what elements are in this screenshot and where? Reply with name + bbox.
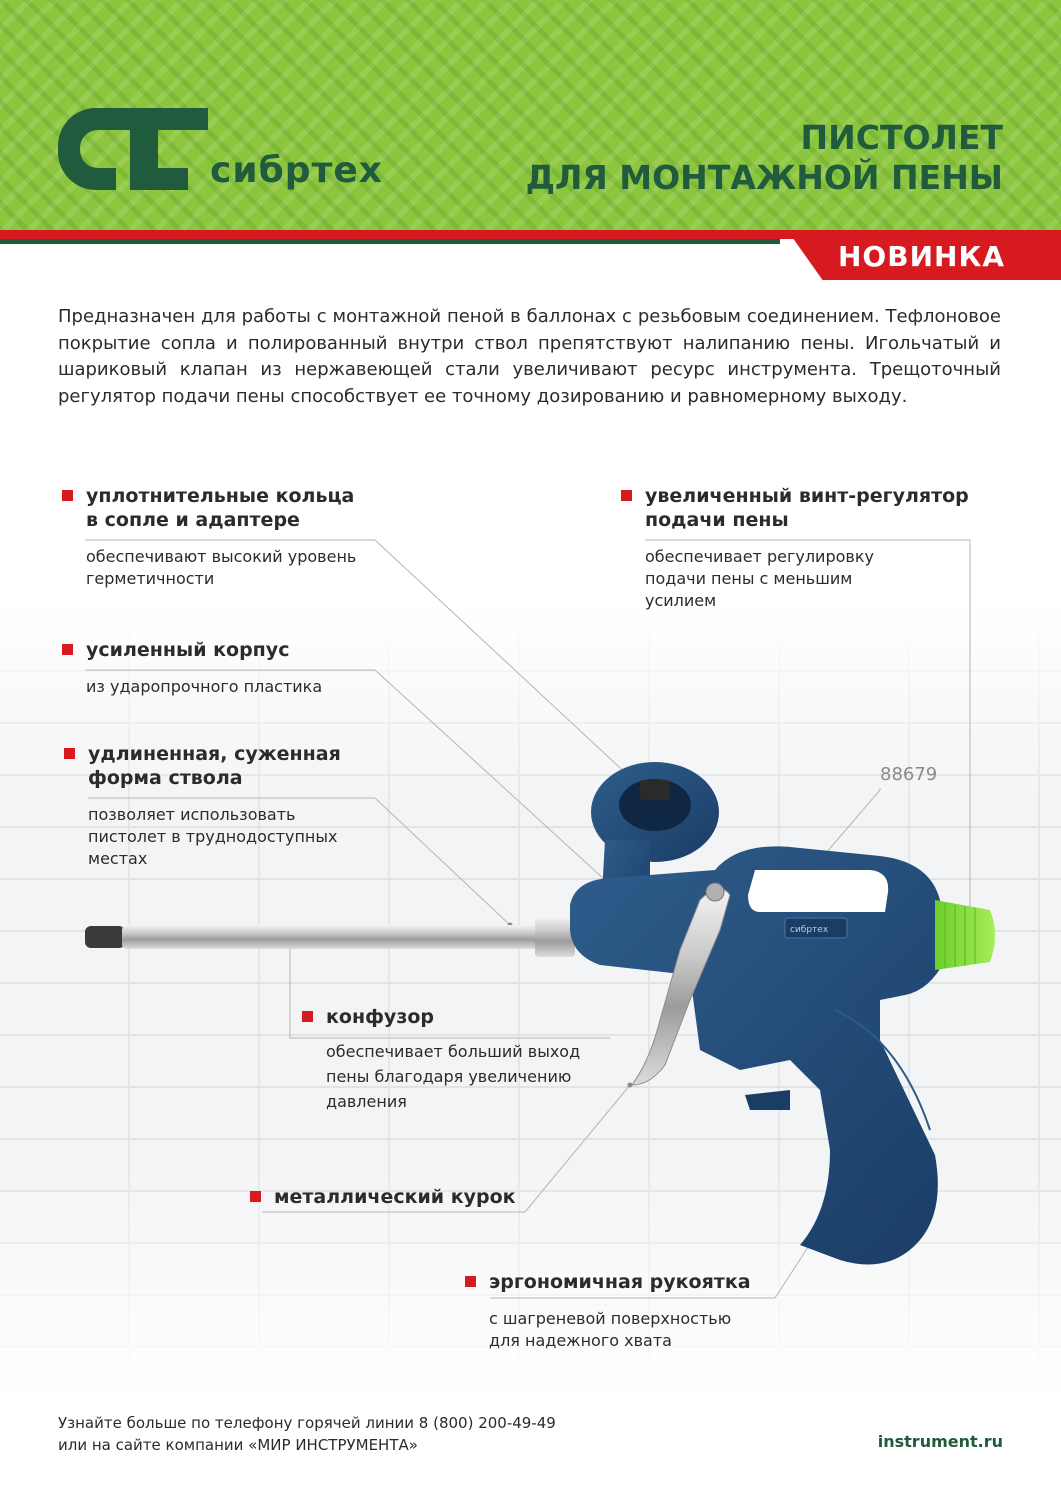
feature-desc: подачи пены с меньшим [645,569,853,588]
feature-desc: обеспечивают высокий уровень [86,547,357,566]
title-line-2: ДЛЯ МОНТАЖНОЙ ПЕНЫ [525,158,1003,197]
bullet-square [62,644,73,655]
feature-desc: давления [326,1092,407,1111]
feature-desc: позволяет использовать [88,805,296,824]
bullet-square [64,748,75,759]
footer-line-1: Узнайте больше по телефону горячей линии 8 (800) 200-49-49 [58,1414,556,1432]
feature-body [62,638,402,698]
feature-title: подачи пены [645,509,789,531]
feature-title: уплотнительные кольца [86,485,355,507]
feature-barrel [64,742,404,870]
intro-paragraph: Предназначен для работы с монтажной пеной в баллонах с резьбовым соединением. Тефлоновое покрытие сопла и полированный внутри ствол препятствуют налипанию пены. Игольчатый и шариковый клапан из нержавеющей стали увеличивают ресурс инструмента. Трещоточный регулятор подачи пены способствует ее точному дозированию и равномерному выходу. [58,306,1001,407]
feature-handle [465,1270,785,1352]
feature-desc: из ударопрочного пластика [86,677,323,696]
feature-title: эргономичная рукоятка [489,1271,751,1293]
brand-name: сибртех [210,150,383,191]
feature-desc: герметичности [86,569,215,588]
feature-desc: с шагреневой поверхностью [489,1309,732,1328]
footer-site-link[interactable]: instrument.ru [877,1432,1003,1451]
feature-desc: пистолет в труднодоступных [88,827,338,846]
feature-desc: для надежного хвата [489,1331,672,1350]
feature-desc: усилием [645,591,717,610]
feature-screw [621,484,1001,612]
bullet-square [302,1011,313,1022]
footer-contact [58,1412,556,1456]
feature-desc: обеспечивает регулировку [645,547,874,566]
feature-title: увеличенный винт-регулятор [645,485,969,507]
new-badge-text: НОВИНКА [838,240,1006,273]
feature-trigger [250,1185,550,1209]
product-sku: 88679 [880,764,938,785]
feature-title: конфузор [326,1006,435,1028]
gun-brand-label: сибртех [790,925,829,935]
feature-title: форма ствола [88,767,243,789]
bullet-square [465,1276,476,1287]
bullet-square [62,490,73,501]
feature-seals [62,484,402,590]
feature-title: удлиненная, суженная [88,743,341,765]
bullet-square [250,1191,261,1202]
feature-desc: обеспечивает больший выход [326,1042,581,1061]
feature-desc: пены благодаря увеличению [326,1067,572,1086]
feature-desc: местах [88,849,148,868]
feature-title: в сопле и адаптере [86,509,300,531]
footer-line-2: или на сайте компании «МИР ИНСТРУМЕНТА» [58,1436,418,1454]
feature-title: усиленный корпус [86,639,290,661]
feature-title: металлический курок [274,1186,516,1208]
bullet-square [621,490,632,501]
feature-confuser [302,1005,642,1114]
title-line-1: ПИСТОЛЕТ [800,118,1003,157]
